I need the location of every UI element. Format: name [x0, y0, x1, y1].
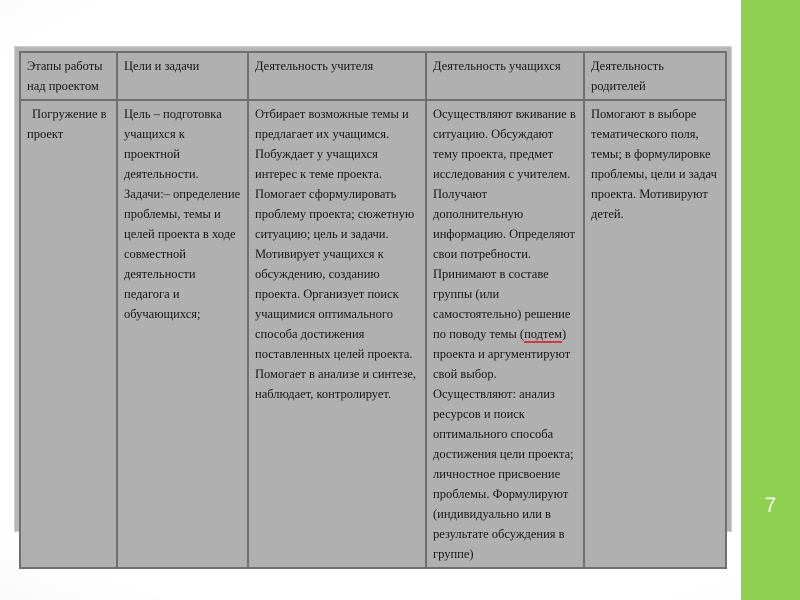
students-activity-p1: Осуществляют вживание в ситуацию. Обсуждают тему проекта, предмет исследования с учителем. Получают дополнительную информацию. Определяют свои потребности. — [433, 107, 576, 261]
table-header-row — [20, 52, 726, 100]
cell-goals — [117, 100, 248, 568]
students-activity-p2 — [433, 264, 578, 564]
students-p2-after: ) проекта и аргументируют свой выбор. Осуществляют: анализ ресурсов и поиск оптимального способа достижения цели проекта; личностное присвоение проблемы. Формулируют (индивидуально или в результате обсуждения в группе) — [433, 327, 574, 561]
goals-tasks-text: Задачи:– определение проблемы, темы и целей проекта в ходе совместной деятельности педагога и обучающихся; — [124, 187, 241, 321]
col-header-students-activity: Деятельность учащихся — [426, 52, 584, 100]
cell-teacher-activity: Отбирает возможные темы и предлагает их учащимся. Побуждает у учащихся интерес к теме проекта. Помогает сформулировать проблему проекта; сюжетную ситуацию; цель и задачи. Мотивирует учащихся к обсуждению, созданию проекта. Организует поиск учащимися оптимального способа достижения поставленных целей проекта. Помогает в анализе и синтезе, наблюдает, контролирует. — [248, 100, 426, 568]
students-p2-before: Принимают в составе группы (или самостоятельно) решение по поводу темы ( — [433, 267, 571, 341]
spellcheck-underlined-word: подтем — [524, 327, 562, 341]
col-header-stages: Этапы работы над проектом — [20, 52, 117, 100]
col-header-goals: Цели и задачи — [117, 52, 248, 100]
stages-table — [19, 51, 727, 569]
cell-students-activity — [426, 100, 584, 568]
project-stages-table — [14, 46, 732, 561]
col-header-parents-activity: Деятельность родителей — [584, 52, 726, 100]
cell-stage: Погружение в проект — [20, 100, 117, 568]
col-header-teacher-activity: Деятельность учителя — [248, 52, 426, 100]
goals-goal-text: Цель – подготовка учащихся к проектной деятельности. — [124, 107, 222, 181]
table-row — [20, 100, 726, 568]
page-number: 7 — [764, 494, 777, 517]
cell-parents-activity: Помогают в выборе тематического поля, темы; в формулировке проблемы, цели и задач проекта. Мотивируют детей. — [584, 100, 726, 568]
accent-sidebar — [741, 0, 800, 600]
